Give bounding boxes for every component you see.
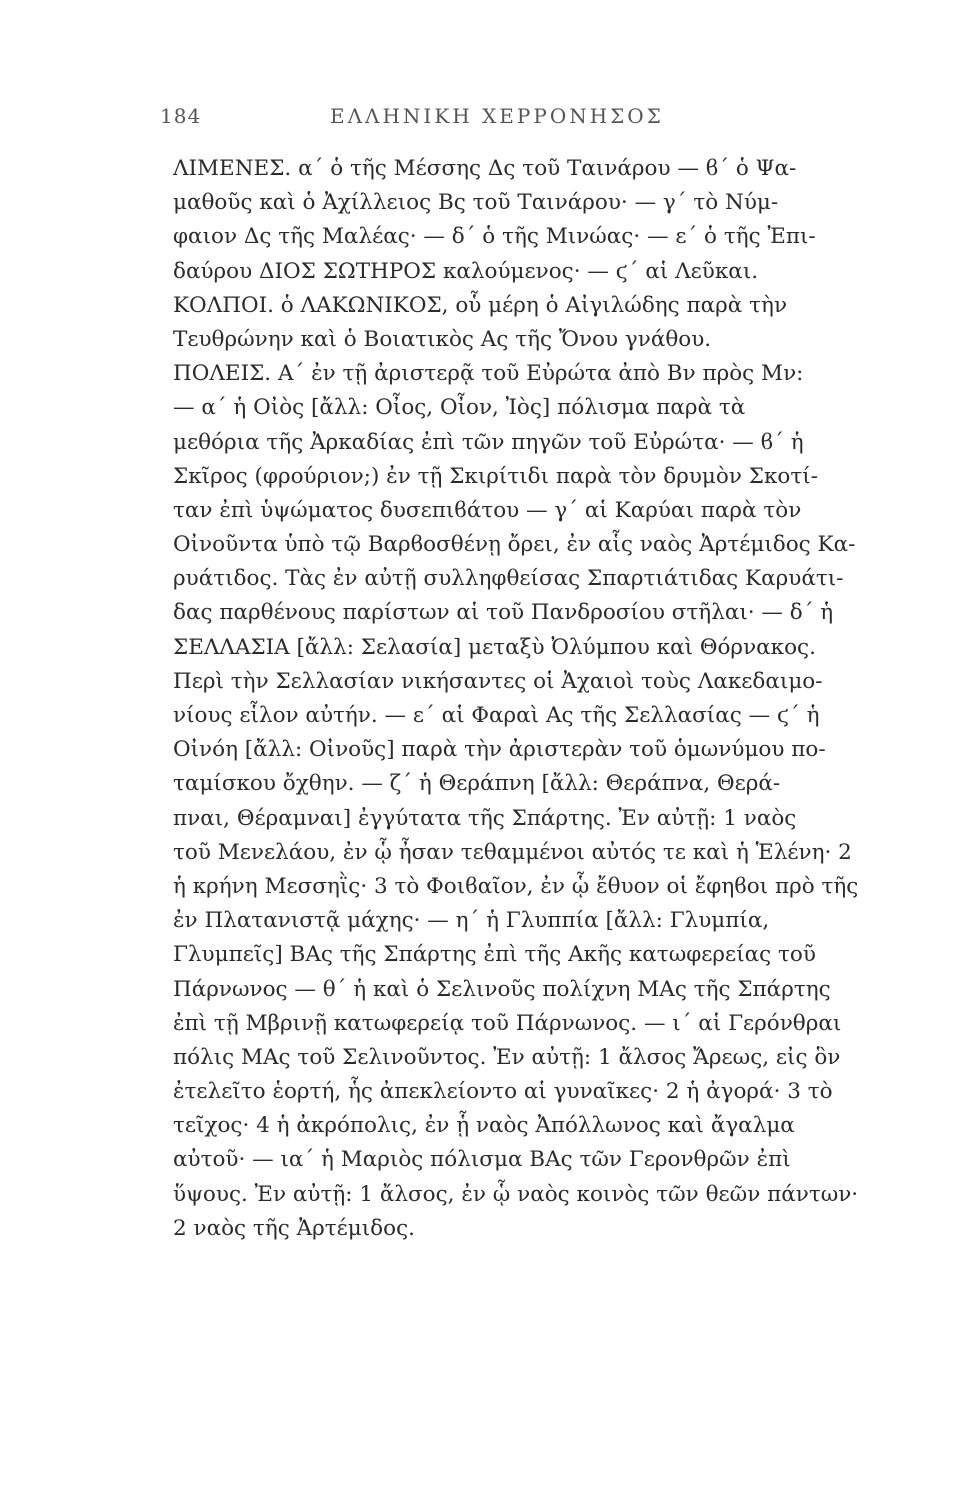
text-line: Πάρνωνος — θ΄ ἡ καὶ ὁ Σελινοῦς πολίχνη ΜΑς τῆς Σπάρτης [173,976,831,1002]
text-line: Γλυμπεῖς] ΒΑς τῆς Σπάρτης ἐπὶ τῆς Ακῆς κατωφερείας τοῦ [173,942,816,968]
text-line: ΣΕΛΛΑΣΙΑ [ἄλλ: Σελασία] μεταξὺ Ὀλύμπου καὶ Θόρνακος. [173,634,816,660]
text-line: Σκῖρος (φρούριον;) ἐν τῇ Σκιρίτιδι παρὰ τὸν δρυμὸν Σκοτί- [173,463,818,489]
text-line: ταν ἐπὶ ὑψώματος δυσεπιϐάτου — γ΄ αἱ Καρύαι παρὰ τὸν [173,497,802,523]
page-header [160,104,850,134]
text-line: ΛΙΜΕΝΕΣ. α΄ ὁ τῆς Μέσσης Δς τοῦ Ταινάρου — ϐ΄ ὁ Ψα- [173,156,797,181]
text-line: Τευθρώνην καὶ ὁ Βοιατικὸς Ας τῆς Ὄνου γνάθου. [173,326,712,352]
text-line: πναι, Θέραμναι] ἐγγύτατα τῆς Σπάρτης. Ἐν αὐτῇ: 1 ναὸς [173,805,797,831]
text-line: φαιον Δς τῆς Μαλέας· — δ΄ ὁ τῆς Μινώας· — ε΄ ὁ τῆς Ἐπι- [173,224,816,250]
text-line: Οἰνόη [ἄλλ: Οἰνοῦς] παρὰ τὴν ἀριστερὰν τοῦ ὁμωνύμου πο- [173,737,826,763]
text-line: ἐν Πλατανιστᾷ μάχης· — η΄ ἡ Γλυππία [ἄλλ: Γλυμπία, [173,908,770,934]
text-line: δας παρθένους παρίστων αἱ τοῦ Πανδροσίου στῆλαι· — δ΄ ἡ [173,600,834,626]
running-head: ΕΛΛΗΝΙΚΗ ΧΕΡΡΟΝΗΣΟΣ [330,104,664,128]
text-line: μαθοῦς καὶ ὁ Ἀχίλλειος Βς τοῦ Ταινάρου· — γ΄ τὸ Νύμ- [173,190,779,216]
page-number: 184 [160,104,202,128]
text-line: Περὶ τὴν Σελλασίαν νικήσαντες οἱ Ἀχαιοὶ τοὺς Λακεδαιμο- [173,668,823,694]
text-line: νίους εἷλον αὐτήν. — ε΄ αἱ Φαραὶ Ας τῆς Σελλασίας — ϛ΄ ἡ [173,703,820,728]
text-line: ἐπὶ τῇ Μβρινῇ κατωφερείᾳ τοῦ Πάρνωνος. — ι΄ αἱ Γερόνθραι [173,1010,842,1036]
text-line: δαύρου ΔΙΟΣ ΣΩΤΗΡΟΣ καλούμενος· — ϛ΄ αἱ Λεῦκαι. [173,258,759,284]
text-line: ταμίσκου ὄχθην. — ζ΄ ἡ Θεράπνη [ἄλλ: Θεράπνα, Θερά- [173,771,781,797]
text-line: Οἰνοῦντα ὑπὸ τῷ Βαρϐοσθένῃ ὄρει, ἐν αἷς ναὸς Ἀρτέμιδος Κα- [173,532,856,558]
text-line: ἡ κρήνη Μεσσηῒς· 3 τὸ Φοιϐαῖον, ἐν ᾧ ἔθυον οἱ ἔφηϐοι πρὸ τῆς [173,873,858,899]
text-line: τοῦ Μενελάου, ἐν ᾧ ἦσαν τεθαμμένοι αὐτός τε καὶ ἡ Ἑλένη· 2 [173,839,852,865]
text-line: ΠΟΛΕΙΣ. Α΄ ἐν τῇ ἀριστερᾷ τοῦ Εὐρώτα ἀπὸ Βν πρὸς Μν: [173,361,804,387]
text-line: ἐτελεῖτο ἑορτή, ἧς ἀπεκλείοντο αἱ γυναῖκες· 2 ἡ ἀγορά· 3 τὸ [173,1079,833,1105]
text-line: τεῖχος· 4 ἡ ἀκρόπολις, ἐν ᾗ ναὸς Ἀπόλλωνος καὶ ἄγαλμα [173,1113,795,1139]
text-line: μεθόρια τῆς Ἀρκαδίας ἐπὶ τῶν πηγῶν τοῦ Εὐρώτα· — ϐ΄ ἡ [173,429,804,455]
text-line: ὕψους. Ἐν αὐτῇ: 1 ἄλσος, ἐν ᾧ ναὸς κοινὸς τῶν θεῶν πάντων· [173,1181,858,1207]
text-line: αὐτοῦ· — ια΄ ἡ Μαριὸς πόλισμα ΒΑς τῶν Γερονθρῶν ἐπὶ [173,1147,791,1173]
text-line: — α΄ ἡ Οἰὸς [ἄλλ: Οἶος, Οἶον, Ἰὸς] πόλισμα παρὰ τὰ [173,395,746,421]
text-line: πόλις ΜΑς τοῦ Σελινοῦντος. Ἐν αὐτῇ: 1 ἄλσος Ἄρεως, εἰς ὃν [173,1044,841,1070]
text-line: 2 ναὸς τῆς Ἀρτέμιδος. [173,1215,415,1241]
text-line: ρυάτιδος. Τὰς ἐν αὐτῇ συλληφθείσας Σπαρτιάτιδας Καρυάτι- [173,566,844,592]
body-text [173,152,858,1246]
text-line: ΚΟΛΠΟΙ. ὁ ΛΑΚΩΝΙΚΟΣ, οὗ μέρη ὁ Αἰγιλώδης παρὰ τὴν [173,292,788,318]
